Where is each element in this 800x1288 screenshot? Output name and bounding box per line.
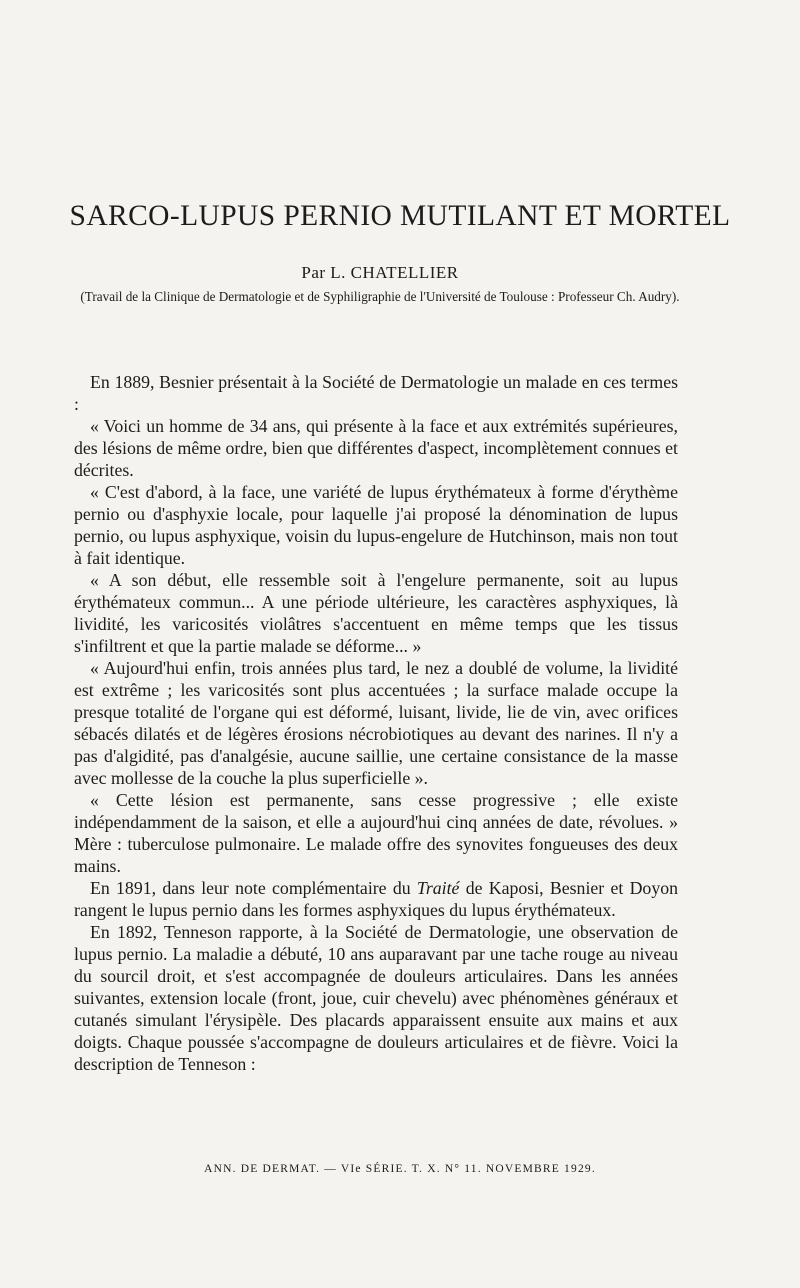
paragraph: En 1892, Tenneson rapporte, à la Société de Dermatologie, une observation de lupus pernio. La maladie a débuté, 10 ans auparavant par une tache rouge au niveau du sourcil droit, et s'est accompagnée de douleurs articulaires. Dans les années suivantes, extension locale (front, joue, cuir chevelu) avec phénomènes généraux et cutanés simulant l'érysipèle. Des placards apparaissent ensuite aux mains et aux doigts. Chaque poussée s'accompagne de douleurs articulaires et de fièvre. Voici la description de Tenneson : — [74, 922, 678, 1074]
paragraph-kaposi — [74, 877, 678, 921]
text-span: En 1891, dans leur note complémentaire du — [90, 878, 417, 898]
text-span: de Kaposi, Besnier et Doyon rangent le lupus pernio dans les formes asphyxiques du lupus érythémateux. — [74, 878, 678, 920]
affiliation: (Travail de la Clinique de Dermatologie et de Syphiligraphie de l'Université de Toulouse : Professeur Ch. Audry). — [80, 289, 680, 304]
paragraph: « Cette lésion est permanente, sans cesse progressive ; elle existe indépendamment de la saison, et elle a aujourd'hui cinq années de date, révolues. » Mère : tuberculose pulmonaire. Le malade offre des synovites fongueuses des deux mains. — [74, 790, 678, 876]
italic-title: Traité — [416, 878, 460, 898]
article-title: SARCO-LUPUS PERNIO MUTILANT ET MORTEL — [69, 200, 731, 232]
paragraph: « A son début, elle ressemble soit à l'engelure permanente, soit au lupus érythémateux commun... A une période ultérieure, les caractères asphyxiques, là lividité, les varicosités violâtres s'accentuent en même temps que les tissus s'infiltrent et que la partie malade se déforme... » — [74, 570, 678, 656]
journal-footer: ANN. DE DERMAT. — VIe SÉRIE. T. X. N° 11. NOVEMBRE 1929. — [204, 1163, 596, 1175]
paragraph: En 1889, Besnier présentait à la Société de Dermatologie un malade en ces termes : — [74, 372, 678, 414]
article-body — [74, 371, 678, 1075]
author-line: Par L. CHATELLIER — [301, 263, 459, 282]
paragraph: « Aujourd'hui enfin, trois années plus tard, le nez a doublé de volume, la lividité est extrême ; les varicosités sont plus accentuées ; la surface malade occupe la presque totalité de l'organe qui est déformé, luisant, livide, lie de vin, avec orifices sébacés dilatés et de légères érosions nécrobiotiques au devant des narines. Il n'y a pas d'algidité, pas d'analgésie, aucune saillie, une certaine consistance de la masse avec mollesse de la couche la plus superficielle ». — [74, 658, 678, 788]
paragraph: « Voici un homme de 34 ans, qui présente à la face et aux extrémités supérieures, des lésions de même ordre, bien que différentes d'aspect, incomplètement connues et décrites. — [74, 416, 678, 480]
paragraph: « C'est d'abord, à la face, une variété de lupus érythémateux à forme d'érythème pernio ou d'asphyxie locale, pour laquelle j'ai proposé la dénomination de lupus pernio, ou lupus asphyxique, voisin du lupus-engelure de Hutchinson, mais non tout à fait identique. — [74, 482, 678, 568]
